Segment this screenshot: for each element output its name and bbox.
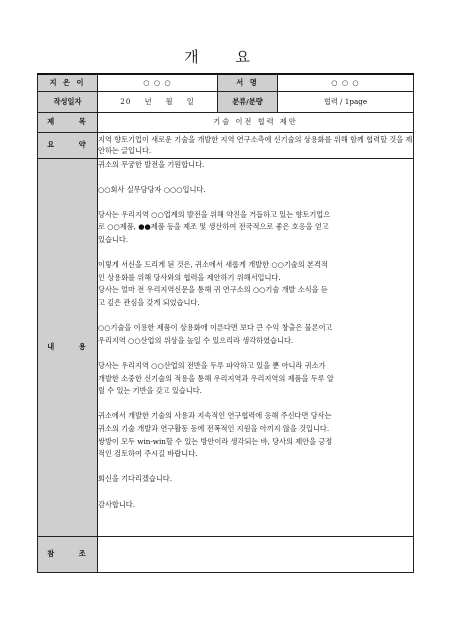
- content-line: 인 상용화를 위해 당사와의 협력을 제안하기 위해서입니다.: [98, 272, 281, 282]
- content-line: 적인 검토하여 주시길 바랍니다.: [98, 449, 198, 459]
- content-paragraph: 감사합니다.: [98, 499, 136, 509]
- subject-row: [38, 112, 414, 132]
- content-paragraph: 귀소의 무궁한 발전을 기원합니다.: [98, 159, 205, 169]
- content-line: 귀소의 기술 개발과 연구활동 등에 전폭적인 지원을 아끼지 않을 것입니다.: [98, 423, 330, 433]
- content-line: 당사는 우리지역 ○○업계의 발전을 위해 약진을 거듭하고 있는 향토기업으: [98, 209, 331, 219]
- content-line: 당사는 우리지역 ○○산업의 전반을 두루 파악하고 있을 뿐 아니라 귀소가: [98, 361, 326, 370]
- content-line: 쌍방이 모두 win-win할 수 있는 방안이라 생각되는 바, 당사의 제안을 긍정: [98, 436, 333, 446]
- content-line: 당사는 얼마 전 우리지역신문을 통해 귀 연구소의 ○○기술 개발 소식을 듣: [98, 285, 328, 295]
- content-line: 귀소에서 개발한 기술의 사용과 지속적인 연구협력에 응해 주신다면 당사는: [98, 411, 332, 421]
- summary-row: [38, 132, 414, 158]
- category-label: 분류/분량: [218, 91, 278, 112]
- content-body: [98, 158, 414, 536]
- subject-value: 기술 이전 협력 제안: [98, 112, 414, 132]
- content-line: 이렇게 서신을 드리게 된 것은, 귀소에서 새롭게 개발한 ○○기술의 본격적: [98, 260, 328, 270]
- author-row: [38, 74, 414, 91]
- document-title: 개 요: [184, 48, 266, 66]
- signature-label: 서 명: [218, 74, 278, 91]
- content-line: 개발한 소중한 신기술의 적용을 통해 우리지역과 우리지역의 제품을 두루 알: [98, 373, 334, 383]
- author-label: 지 은 이: [38, 74, 98, 91]
- date-row: [38, 91, 414, 112]
- content-row: [38, 158, 414, 536]
- content-line: ○○기술을 이용한 제품이 상용화에 이른다면 보다 큰 수익 창출은 물론이고: [98, 323, 333, 333]
- content-label: 내 용: [38, 158, 98, 536]
- summary-value: 지역 향토기업이 새로운 기술을 개발한 지역 연구소측에 신기술의 상용화를 위해 함께 협력할 것을 제안하는 글입니다.: [98, 132, 414, 158]
- author-value: ○ ○ ○: [98, 74, 218, 91]
- form-table: [37, 73, 414, 573]
- signature-value: ○ ○ ○: [278, 74, 414, 91]
- reference-row: [38, 536, 414, 572]
- date-value: 20 년 월 일: [98, 91, 218, 112]
- content-line: 릴 수 있는 기반을 갖고 있습니다.: [98, 386, 202, 396]
- content-line: 우리지역 ○○산업의 위상을 높일 수 있으리라 생각하였습니다.: [98, 335, 294, 345]
- content-line: 고 깊은 관심을 갖게 되었습니다.: [98, 298, 200, 308]
- content-paragraph: 회신을 기다리겠습니다.: [98, 474, 173, 484]
- subject-label: 제 목: [38, 112, 98, 132]
- reference-label: 참 조: [38, 536, 98, 572]
- summary-label: 요 약: [38, 132, 98, 158]
- category-value: 협력 / 1page: [278, 91, 414, 112]
- content-paragraph: ○○회사 실무담당자 ○○○입니다.: [98, 184, 206, 194]
- content-line: 있습니다.: [98, 235, 129, 245]
- reference-value: [98, 536, 414, 572]
- content-line: 로 ○○제품, ●●제품 등을 제조 및 생산하여 전국적으로 좋은 호응을 얻고: [98, 222, 329, 232]
- date-label: 작성일자: [38, 91, 98, 112]
